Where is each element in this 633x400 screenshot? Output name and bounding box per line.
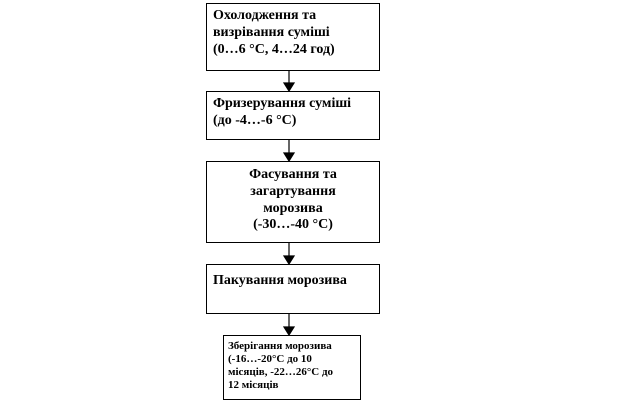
arrowhead-3-4: [284, 256, 294, 264]
step-5-line-4: 12 місяців: [228, 378, 279, 391]
step-1-line-2: визрівання суміші: [213, 24, 330, 40]
arrowhead-2-3: [284, 153, 294, 161]
step-packaging: [206, 264, 380, 314]
step-packing-hardening: [206, 161, 380, 243]
arrowhead-1-2: [284, 83, 294, 91]
step-5-line-1: Зберігання морозива: [228, 340, 332, 352]
step-4-line-1: Пакування морозива: [213, 273, 347, 288]
step-3-line-2: загартування: [250, 183, 336, 199]
step-cooling-ripening: [206, 3, 380, 71]
step-storage: [223, 335, 361, 400]
step-freezing: [206, 91, 380, 140]
step-3-line-4: (-30…-40 °С): [253, 217, 333, 233]
step-5-line-3: місяців, -22…26°С до: [228, 365, 334, 378]
step-1-line-1: Охолодження та: [213, 8, 317, 23]
step-3-line-3: морозива: [263, 200, 323, 216]
step-2-line-2: (до -4…-6 °С): [213, 112, 297, 128]
step-5-line-2: (-16…-20°С до 10: [228, 352, 312, 365]
arrowhead-4-5: [284, 327, 294, 335]
step-3-line-1: Фасування та: [249, 167, 337, 182]
step-2-line-1: Фризерування суміші: [213, 96, 352, 111]
step-1-line-3: (0…6 °С, 4…24 год): [213, 41, 335, 57]
